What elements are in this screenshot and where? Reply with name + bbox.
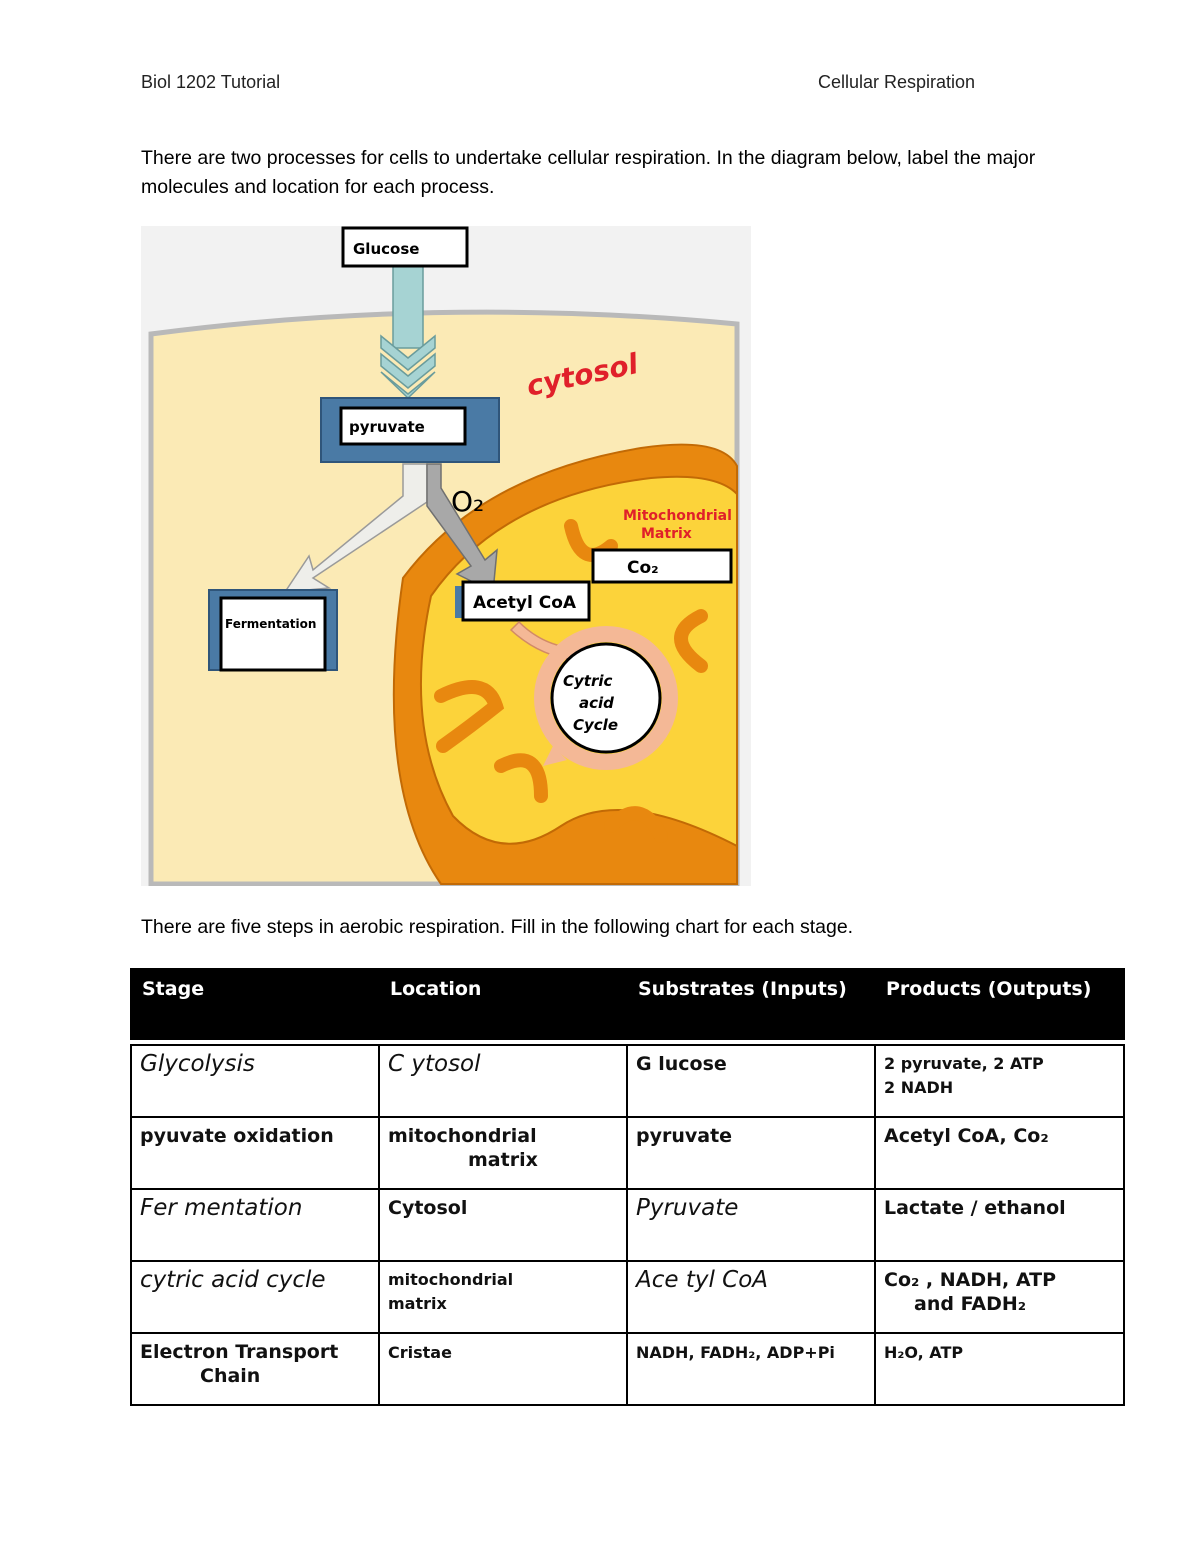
table-row	[131, 1045, 1124, 1117]
cell-substrates: G lucose	[627, 1045, 875, 1117]
cell-location: Cristae	[379, 1333, 627, 1405]
cell-products: Co₂ , NADH, ATP and FADH₂	[875, 1261, 1124, 1333]
cell-substrates: Ace tyl CoA	[627, 1261, 875, 1333]
header-stage: Stage	[131, 969, 379, 1039]
cycle-label-1: Cytric	[563, 672, 613, 690]
cell-substrates: Pyruvate	[627, 1189, 875, 1261]
cell-location: Cytosol	[379, 1189, 627, 1261]
cell-products: Acetyl CoA, Co₂	[875, 1117, 1124, 1189]
header-location: Location	[379, 969, 627, 1039]
cell-products: H₂O, ATP	[875, 1333, 1124, 1405]
table-row	[131, 1189, 1124, 1261]
cytosol-label: cytosol	[523, 347, 641, 403]
header-topic: Cellular Respiration	[818, 72, 976, 92]
chart-instructions: There are five steps in aerobic respiration. Fill in the following chart for each stage.	[141, 916, 854, 938]
header-substrates: Substrates (Inputs)	[627, 969, 875, 1039]
pyruvate-label: pyruvate	[349, 418, 425, 436]
cell-location: C ytosol	[379, 1045, 627, 1117]
cycle-label-3: Cycle	[573, 716, 618, 734]
respiration-stage-table	[130, 968, 1125, 1406]
arrow-shaft	[393, 266, 423, 348]
intro-paragraph: There are two processes for cells to undertake cellular respiration. In the diagram below, label the major molecules and location for each process.	[141, 147, 1036, 198]
matrix-label-line1: Mitochondrial	[623, 508, 732, 524]
matrix-label-line2: Matrix	[641, 526, 692, 542]
cell-products: Lactate / ethanol	[875, 1189, 1124, 1261]
cell-stage: Electron Transport Chain	[131, 1333, 379, 1405]
table-row	[131, 1261, 1124, 1333]
cell-substrates: NADH, FADH₂, ADP+Pi	[627, 1333, 875, 1405]
cell-stage: Glycolysis	[131, 1045, 379, 1117]
cell-stage: pyuvate oxidation	[131, 1117, 379, 1189]
fermentation-label: Fermentation	[225, 617, 317, 631]
co2-label: Co₂	[627, 558, 659, 578]
cell-stage: cytric acid cycle	[131, 1261, 379, 1333]
cell-location: mitochondrial matrix	[379, 1117, 627, 1189]
header-course: Biol 1202 Tutorial	[141, 72, 281, 92]
fermentation-box	[221, 598, 325, 670]
table-header-row	[131, 969, 1124, 1039]
cell-products: 2 pyruvate, 2 ATP 2 NADH	[875, 1045, 1124, 1117]
table-row	[131, 1333, 1124, 1405]
cell-substrates: pyruvate	[627, 1117, 875, 1189]
cellular-respiration-diagram	[141, 226, 751, 886]
glucose-label: Glucose	[353, 240, 420, 258]
co2-box	[593, 550, 731, 582]
table-row	[131, 1117, 1124, 1189]
header-products: Products (Outputs)	[875, 969, 1124, 1039]
o2-label: O₂	[451, 485, 485, 518]
cell-location: mitochondrial matrix	[379, 1261, 627, 1333]
cycle-label-2: acid	[579, 694, 614, 712]
acetyl-coa-label: Acetyl CoA	[473, 593, 577, 613]
cell-stage: Fer mentation	[131, 1189, 379, 1261]
